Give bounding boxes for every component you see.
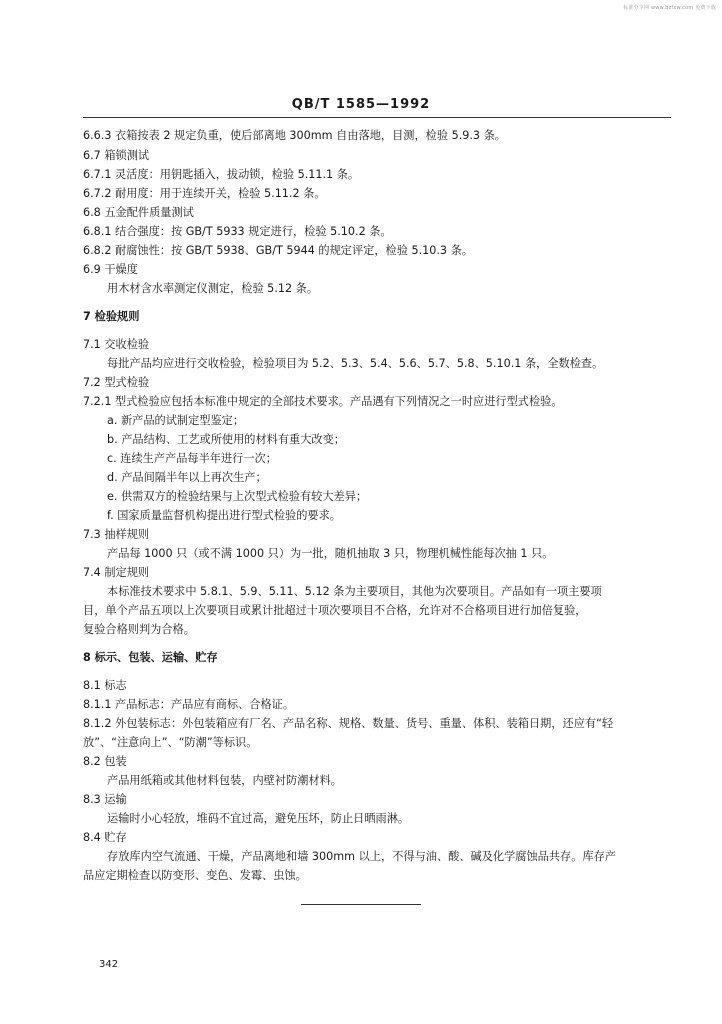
page-number: 342 xyxy=(99,959,119,970)
clause-7-4-text-3: 复验合格则判为合格。 xyxy=(83,623,195,636)
clause-6-6-3: 6.6.3 衣箱按表 2 规定负重，使后部离地 300mm 自由落地，目测，检验 5.9.3 条。 xyxy=(83,129,506,142)
clause-7-4-text-1: 本标准技术要求中 5.8.1、5.9、5.11、5.12 条为主要项目，其他为次要项目。产品如有一项主要项 xyxy=(107,585,602,598)
clause-7-2-heading: 7.2 型式检验 xyxy=(83,376,150,389)
clause-8-4-text-2: 品应定期检查以防变形、变色、发霉、虫蚀。 xyxy=(83,869,307,882)
clause-7-3-heading: 7.3 抽样规则 xyxy=(83,528,150,541)
clause-8-1-1: 8.1.1 产品标志：产品应有商标、合格证。 xyxy=(83,698,295,711)
footer-divider xyxy=(301,904,421,905)
list-item-e: e. 供需双方的检验结果与上次型式检验有较大差异； xyxy=(107,490,368,503)
clause-7-4-text-2: 目，单个产品五项以上次要项目或累计批超过十项次要项目不合格，允许对不合格项目进行加倍复验， xyxy=(83,604,587,617)
clause-8-2-text: 产品用纸箱或其他材料包装，内壁衬防潮材料。 xyxy=(107,774,342,787)
watermark-text: 标准分享网 www.bzfxw.com 免费下载 xyxy=(623,5,716,11)
clause-8-3-text: 运输时小心轻放，堆码不宜过高，避免压坏，防止日晒雨淋。 xyxy=(107,812,410,825)
clause-6-8-heading: 6.8 五金配件质量测试 xyxy=(83,206,194,219)
clause-8-4-text-1: 存放库内空气流通、干燥，产品离地和墙 300mm 以上，不得与油、酸、碱及化学腐蚀品共存。库存产 xyxy=(107,850,616,863)
clause-8-1-heading: 8.1 标志 xyxy=(83,679,127,692)
clause-8-4-heading: 8.4 贮存 xyxy=(83,831,127,844)
section-8-heading: 8 标示、包装、运输、贮存 xyxy=(83,651,218,664)
clause-7-3-text: 产品每 1000 只（或不满 1000 只）为一批，随机抽取 3 只，物理机械性能每次抽 1 只。 xyxy=(107,547,554,560)
clause-7-1-heading: 7.1 交收检验 xyxy=(83,338,150,351)
clause-8-3-heading: 8.3 运输 xyxy=(83,793,127,806)
clause-6-8-2: 6.8.2 耐腐蚀性：按 GB/T 5938、GB/T 5944 的规定评定，检验 5.10.3 条。 xyxy=(83,244,473,257)
list-item-f: f. 国家质量监督机构提出进行型式检验的要求。 xyxy=(107,509,341,522)
document-header: QB/T 1585—1992 xyxy=(291,97,431,112)
clause-6-9-text: 用木材含水率测定仪测定，检验 5.12 条。 xyxy=(107,282,319,295)
clause-6-7-2: 6.7.2 耐用度：用于连续开关，检验 5.11.2 条。 xyxy=(83,187,326,200)
list-item-b: b. 产品结构、工艺或所使用的材料有重大改变； xyxy=(107,433,345,446)
clause-7-4-heading: 7.4 制定规则 xyxy=(83,566,150,579)
section-7-heading: 7 检验规则 xyxy=(83,310,140,323)
clause-6-9-heading: 6.9 干燥度 xyxy=(83,263,138,276)
clause-8-1-2-line-1: 8.1.2 外包装标志：外包装箱应有厂名、产品名称、规格、数量、货号、重量、体积、装箱日期，还应有“轻 xyxy=(83,717,614,730)
list-item-d: d. 产品间隔半年以上再次生产； xyxy=(107,471,267,484)
clause-6-8-1: 6.8.1 结合强度：按 GB/T 5933 规定进行，检验 5.10.2 条。 xyxy=(83,225,392,238)
clause-7-2-1: 7.2.1 型式检验应包括本标准中规定的全部技术要求。产品遇有下列情况之一时应进行型式检验。 xyxy=(83,395,563,408)
clause-8-1-2-line-2: 放”、“注意向上”、“防潮”等标识。 xyxy=(83,736,258,749)
clause-8-2-heading: 8.2 包装 xyxy=(83,755,127,768)
list-item-a: a. 新产品的试制定型鉴定； xyxy=(107,414,245,427)
clause-6-7-1: 6.7.1 灵活度：用钥匙插入，拔动锁，检验 5.11.1 条。 xyxy=(83,168,360,181)
clause-7-1-text: 每批产品均应进行交收检验，检验项目为 5.2、5.3、5.4、5.6、5.7、5.8、5.10.1 条，全数检查。 xyxy=(107,357,604,370)
clause-6-7-heading: 6.7 箱锁测试 xyxy=(83,149,150,162)
list-item-c: c. 连续生产产品每半年进行一次； xyxy=(107,452,277,465)
header-divider xyxy=(83,117,671,118)
